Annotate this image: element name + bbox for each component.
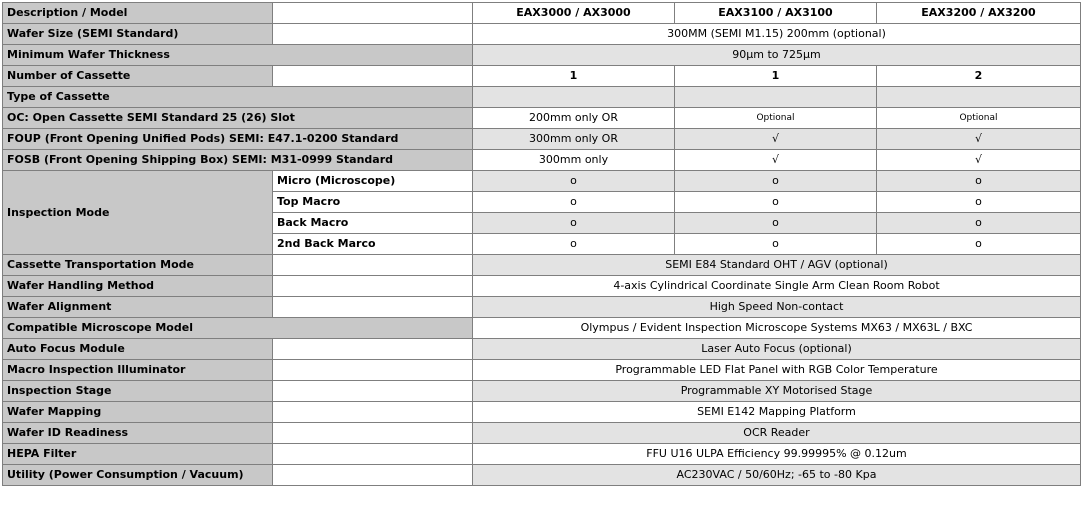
empty-cell <box>273 24 473 45</box>
model-header: EAX3000 / AX3000 <box>473 3 675 24</box>
cell-value: o <box>675 234 877 255</box>
cell-value: 300mm only OR <box>473 129 675 150</box>
empty-cell <box>273 360 473 381</box>
row-value: FFU U16 ULPA Efficiency 99.99995% @ 0.12um <box>473 444 1081 465</box>
row-label: HEPA Filter <box>3 444 273 465</box>
cell-value: o <box>675 171 877 192</box>
empty-cell <box>273 381 473 402</box>
table-row <box>3 360 1081 381</box>
sub-label: Back Macro <box>273 213 473 234</box>
row-value: Olympus / Evident Inspection Microscope Systems MX63 / MX63L / BXC <box>473 318 1081 339</box>
table-row <box>3 150 1081 171</box>
table-row <box>3 108 1081 129</box>
check-mark: √ <box>877 129 1081 150</box>
empty-cell <box>273 3 473 24</box>
spec-table <box>2 2 1081 486</box>
table-row <box>3 171 1081 192</box>
sub-label: 2nd Back Marco <box>273 234 473 255</box>
row-label: Minimum Wafer Thickness <box>3 45 473 66</box>
row-value: 4-axis Cylindrical Coordinate Single Arm Clean Room Robot <box>473 276 1081 297</box>
table-row <box>3 66 1081 87</box>
row-value: 90μm to 725μm <box>473 45 1081 66</box>
table-row <box>3 339 1081 360</box>
cell-value: o <box>877 192 1081 213</box>
check-mark: √ <box>877 150 1081 171</box>
cell-value: 300mm only <box>473 150 675 171</box>
row-label: Inspection Stage <box>3 381 273 402</box>
row-label: Wafer Size (SEMI Standard) <box>3 24 273 45</box>
empty-cell <box>675 87 877 108</box>
row-label: Type of Cassette <box>3 87 473 108</box>
cell-value: 200mm only OR <box>473 108 675 129</box>
empty-cell <box>273 423 473 444</box>
row-value: 300MM (SEMI M1.15) 200mm (optional) <box>473 24 1081 45</box>
table-row <box>3 402 1081 423</box>
table-row <box>3 423 1081 444</box>
row-label: Inspection Mode <box>3 171 273 255</box>
cell-value: 1 <box>473 66 675 87</box>
cell-value: 1 <box>675 66 877 87</box>
empty-cell <box>273 66 473 87</box>
row-label: Wafer Alignment <box>3 297 273 318</box>
row-value: SEMI E142 Mapping Platform <box>473 402 1081 423</box>
row-label: Auto Focus Module <box>3 339 273 360</box>
row-value: Programmable XY Motorised Stage <box>473 381 1081 402</box>
cell-value: o <box>877 171 1081 192</box>
empty-cell <box>273 444 473 465</box>
table-row <box>3 297 1081 318</box>
row-value: Laser Auto Focus (optional) <box>473 339 1081 360</box>
cell-value: o <box>473 192 675 213</box>
row-label: FOUP (Front Opening Unified Pods) SEMI: E47.1-0200 Standard <box>3 129 473 150</box>
empty-cell <box>273 402 473 423</box>
table-row <box>3 276 1081 297</box>
row-label: Cassette Transportation Mode <box>3 255 273 276</box>
cell-value: o <box>473 171 675 192</box>
empty-cell <box>273 276 473 297</box>
cell-value: o <box>877 213 1081 234</box>
model-header: EAX3100 / AX3100 <box>675 3 877 24</box>
cell-value: 2 <box>877 66 1081 87</box>
cell-value: Optional <box>675 108 877 129</box>
row-value: Programmable LED Flat Panel with RGB Color Temperature <box>473 360 1081 381</box>
empty-cell <box>273 339 473 360</box>
cell-value: o <box>473 213 675 234</box>
cell-value: Optional <box>877 108 1081 129</box>
cell-value: o <box>473 234 675 255</box>
table-row <box>3 255 1081 276</box>
table-row <box>3 381 1081 402</box>
table-row <box>3 318 1081 339</box>
sub-label: Micro (Microscope) <box>273 171 473 192</box>
cell-value: o <box>675 192 877 213</box>
empty-cell <box>473 87 675 108</box>
table-row <box>3 87 1081 108</box>
table-row <box>3 444 1081 465</box>
row-value: SEMI E84 Standard OHT / AGV (optional) <box>473 255 1081 276</box>
row-value: OCR Reader <box>473 423 1081 444</box>
table-row <box>3 45 1081 66</box>
header-row <box>3 3 1081 24</box>
cell-value: o <box>877 234 1081 255</box>
row-label: Macro Inspection Illuminator <box>3 360 273 381</box>
check-mark: √ <box>675 150 877 171</box>
row-label: Wafer Handling Method <box>3 276 273 297</box>
cell-value: o <box>675 213 877 234</box>
row-value: AC230VAC / 50/60Hz; -65 to -80 Kpa <box>473 465 1081 486</box>
table-row <box>3 24 1081 45</box>
empty-cell <box>273 465 473 486</box>
row-value: High Speed Non-contact <box>473 297 1081 318</box>
row-label: Compatible Microscope Model <box>3 318 473 339</box>
model-header: EAX3200 / AX3200 <box>877 3 1081 24</box>
check-mark: √ <box>675 129 877 150</box>
table-row <box>3 129 1081 150</box>
empty-cell <box>273 297 473 318</box>
row-label: Description / Model <box>3 3 273 24</box>
table-row <box>3 465 1081 486</box>
row-label: Wafer Mapping <box>3 402 273 423</box>
empty-cell <box>877 87 1081 108</box>
row-label: FOSB (Front Opening Shipping Box) SEMI: M31-0999 Standard <box>3 150 473 171</box>
row-label: Utility (Power Consumption / Vacuum) <box>3 465 273 486</box>
row-label: Wafer ID Readiness <box>3 423 273 444</box>
row-label: Number of Cassette <box>3 66 273 87</box>
sub-label: Top Macro <box>273 192 473 213</box>
empty-cell <box>273 255 473 276</box>
row-label: OC: Open Cassette SEMI Standard 25 (26) Slot <box>3 108 473 129</box>
